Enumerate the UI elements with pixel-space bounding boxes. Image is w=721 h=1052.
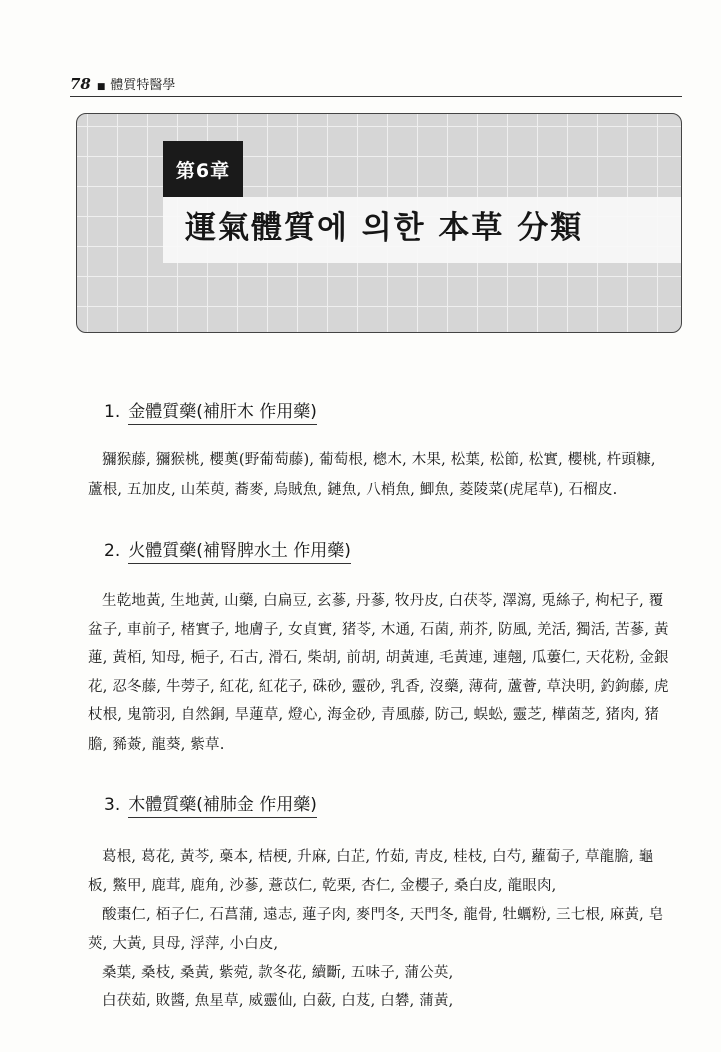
section-3-line: 酸棗仁, 栢子仁, 石菖蒲, 遠志, 蓮子肉, 麥門冬, 天門冬, 龍骨, 牡蠣粉, 三七根, 麻黃, 皂: [102, 907, 664, 923]
section-1-line: 獼猴藤, 獼猴桃, 櫻薁(野葡萄藤), 葡萄根, 樬木, 木果, 松葉, 松節, 松實, 櫻桃, 杵頭糠,: [102, 452, 656, 468]
section-2-line: 膽, 豨薟, 龍葵, 紫草.: [88, 737, 225, 753]
section-2-line: 杖根, 鬼箭羽, 自然銅, 旱蓮草, 燈心, 海金砂, 青風藤, 防己, 蜈蚣, 靈芝, 樺菌芝, 猪肉, 猪: [88, 707, 660, 723]
section-3-line: 板, 鱉甲, 鹿茸, 鹿角, 沙蔘, 薏苡仁, 乾栗, 杏仁, 金櫻子, 桑白皮, 龍眼肉,: [88, 878, 557, 894]
section-number: 2.: [104, 541, 121, 561]
page-number: 78: [70, 75, 91, 93]
section-2-line: 盆子, 車前子, 楮實子, 地膚子, 女貞實, 猪苓, 木通, 石菌, 荊芥, 防風, 羌活, 獨活, 苦蔘, 黃: [88, 622, 669, 638]
running-head-separator: ■: [96, 82, 106, 92]
section-heading-1: [104, 397, 317, 422]
chapter-title: 運氣體質에 의한 本草 分類: [185, 210, 584, 246]
section-1-line: 蘆根, 五加皮, 山茱萸, 蕎麥, 烏賊魚, 鏈魚, 八梢魚, 鯽魚, 菱陵菜(虎尾草), 石榴皮.: [88, 482, 618, 498]
running-head-title: 體質特醫學: [110, 78, 176, 93]
section-3-line: 莢, 大黃, 貝母, 浮萍, 小白皮,: [88, 936, 279, 952]
section-heading-text: 金體質藥(補肝木 作用藥): [128, 402, 317, 425]
section-heading-3: [104, 790, 317, 815]
section-2-line: 生乾地黃, 生地黃, 山藥, 白扁豆, 玄蔘, 丹蔘, 牧丹皮, 白茯苓, 澤瀉, 兎絲子, 枸杞子, 覆: [102, 593, 664, 609]
section-3-line: 白茯茹, 敗醬, 魚星草, 威靈仙, 白蘞, 白芨, 白礬, 蒲黃,: [102, 993, 454, 1009]
section-number: 1.: [104, 402, 121, 422]
section-heading-2: [104, 536, 351, 561]
section-3-line: 葛根, 葛花, 黃芩, 槀本, 桔梗, 升麻, 白芷, 竹茹, 靑皮, 桂枝, 白芍, 蘿蔔子, 草龍膽, 龜: [102, 849, 654, 865]
section-2-line: 花, 忍冬藤, 牛蒡子, 紅花, 紅花子, 硃砂, 靈砂, 乳香, 沒藥, 薄荷, 蘆薈, 草決明, 釣鉤藤, 虎: [88, 679, 669, 695]
running-head: [70, 74, 175, 93]
section-2-line: 蓮, 黃栢, 知母, 梔子, 石古, 滑石, 柴胡, 前胡, 胡黃連, 毛黃連, 連翹, 瓜蔞仁, 天花粉, 金銀: [88, 650, 669, 666]
section-heading-text: 木體質藥(補肺金 作用藥): [128, 795, 317, 818]
chapter-title-box: [76, 113, 682, 333]
chapter-label: 第6章: [163, 141, 243, 197]
header-rule: [70, 96, 682, 97]
section-3-line: 桑葉, 桑枝, 桑黃, 紫菀, 款冬花, 續斷, 五味子, 蒲公英,: [102, 965, 454, 981]
section-number: 3.: [104, 795, 121, 815]
section-heading-text: 火體質藥(補腎脾水土 作用藥): [128, 541, 351, 564]
